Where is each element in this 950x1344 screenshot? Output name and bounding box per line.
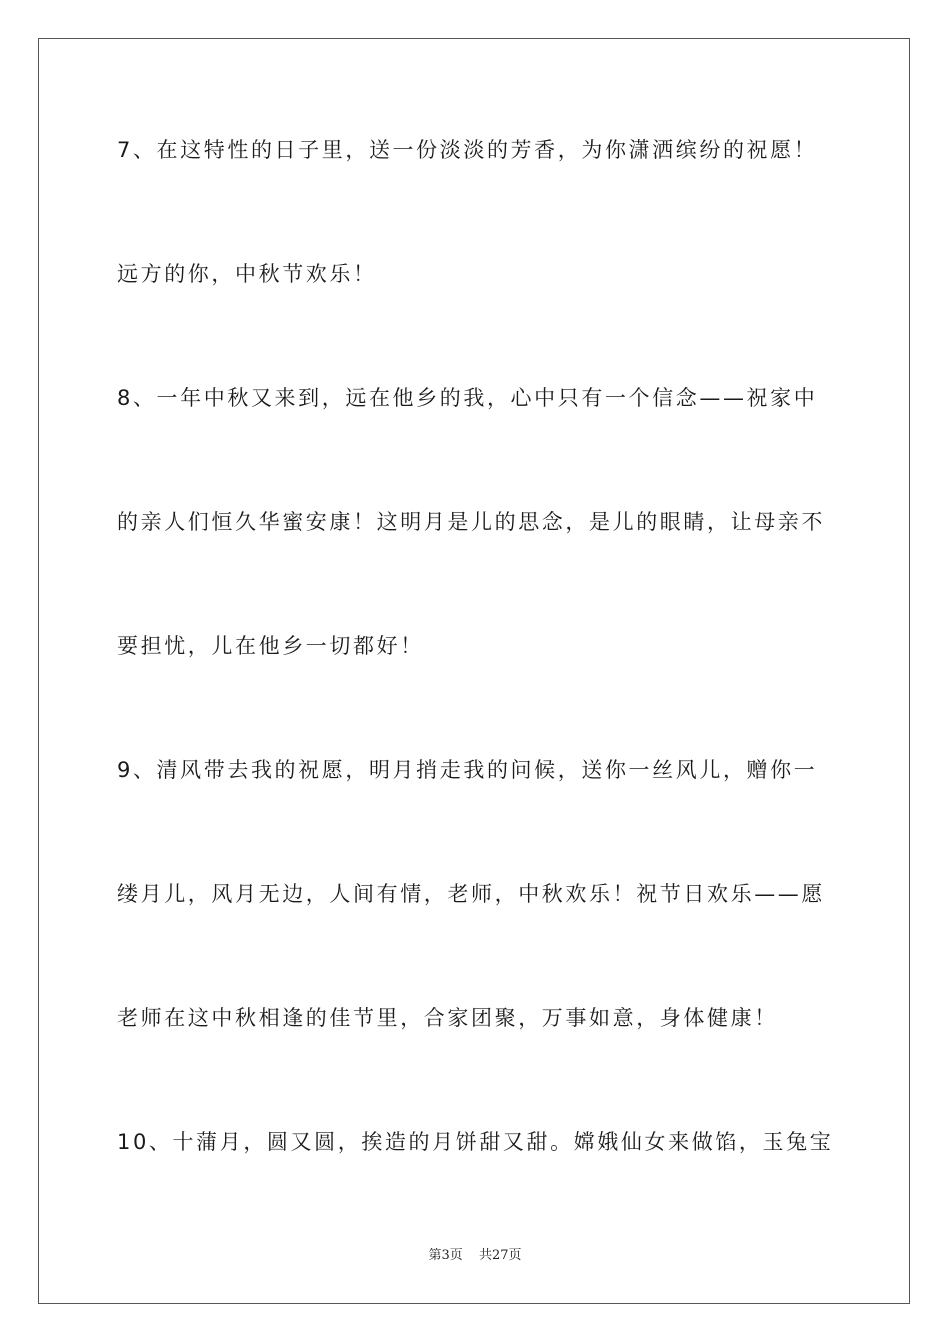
- text-line: 要担忧，儿在他乡一切都好！: [117, 634, 424, 658]
- page-footer: [0, 1244, 950, 1263]
- text-line: 缕月儿，风月无边，人间有情，老师，中秋欢乐！祝节日欢乐——愿: [117, 882, 825, 906]
- text-line: 10、十蒲月，圆又圆，挨造的月饼甜又甜。嫦娥仙女来做馅，玉兔宝: [117, 1130, 834, 1154]
- text-line: 8、一年中秋又来到，远在他乡的我，心中只有一个信念——祝家中: [117, 386, 818, 410]
- text-line: 远方的你，中秋节欢乐！: [117, 262, 377, 286]
- page-border: [38, 38, 910, 1304]
- text-line: 老师在这中秋相逢的佳节里，合家团聚，万事如意，身体健康！: [117, 1006, 778, 1030]
- text-line: 的亲人们恒久华蜜安康！这明月是儿的思念，是儿的眼睛，让母亲不: [117, 510, 825, 534]
- text-line: 7、在这特性的日子里，送一份淡淡的芳香，为你潇洒缤纷的祝愿！: [117, 138, 818, 162]
- total-pages: 共27页: [478, 1248, 522, 1263]
- text-line: 9、清风带去我的祝愿，明月捎走我的问候，送你一丝风儿，赠你一: [117, 758, 818, 782]
- page-number: 第3页: [428, 1248, 463, 1263]
